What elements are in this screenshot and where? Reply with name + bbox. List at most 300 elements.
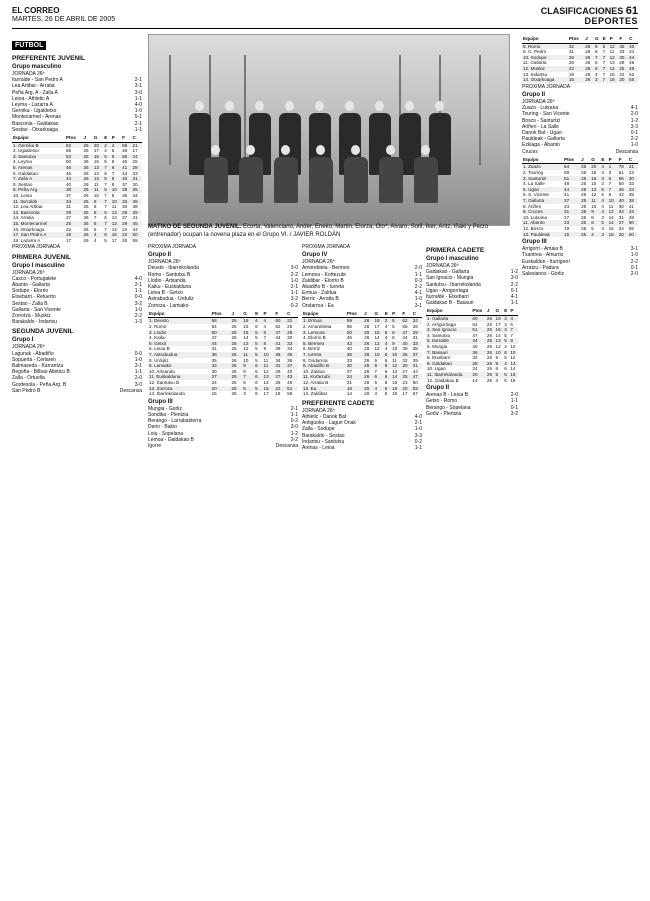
match-teams: Sondika - Plentzia — [148, 411, 189, 418]
stat-cell: 30 — [618, 55, 628, 61]
stat-cell: 40 — [401, 341, 411, 347]
stat-cell: 34 — [275, 357, 281, 363]
stat-cell: 50 — [346, 330, 363, 336]
stat-cell: 1 — [608, 164, 618, 170]
stat-cell: 69 — [121, 142, 131, 148]
stat-cell: 5 — [242, 386, 254, 392]
match-score: 1-1 — [510, 300, 518, 307]
team-photo — [148, 34, 510, 226]
stat-cell: 5 — [255, 357, 258, 363]
match-teams: Casco - Portugalete — [12, 275, 57, 282]
result-row — [302, 445, 422, 451]
table-row — [426, 327, 518, 333]
stat-cell: 6 — [384, 374, 391, 380]
match-score: 2-1 — [290, 284, 298, 291]
stat-cell: 5 — [600, 220, 607, 226]
match-teams: Deusto - Ibarrekolanda — [148, 265, 199, 272]
stat-cell: 5 — [111, 154, 121, 160]
stat-cell: 16 — [509, 372, 518, 378]
stat-cell: 4 — [590, 232, 600, 238]
stat-cell: 23 — [563, 220, 580, 226]
match-score: 4-0 — [414, 413, 422, 420]
stat-cell: 5 — [103, 176, 110, 182]
stat-cell: 50 — [211, 330, 231, 336]
match-score: 4-1 — [510, 294, 518, 301]
stat-cell: 26 — [585, 49, 591, 55]
player-figure — [239, 157, 263, 203]
stat-cell: 12 — [243, 346, 249, 352]
stat-cell: 13 — [263, 374, 275, 380]
stat-cell: 26 — [83, 170, 89, 176]
stat-cell: 26 — [363, 330, 373, 336]
match-score: 2-2 — [630, 136, 638, 143]
column-header: Ptos — [471, 307, 486, 315]
stat-cell: 57 — [412, 391, 418, 397]
stat-cell: 3 — [503, 316, 509, 322]
stat-cell: 37 — [122, 181, 128, 187]
stat-cell: 54 — [211, 324, 217, 330]
match-teams: Iturralde - San Pedro A — [12, 77, 63, 84]
stat-cell: 41 — [629, 49, 635, 55]
stat-cell: 24 — [122, 226, 128, 232]
column-header: C — [412, 310, 422, 318]
stat-cell: 7 — [602, 71, 606, 77]
stat-cell: 3 — [600, 176, 607, 182]
stat-cell: 15 — [563, 232, 580, 238]
stat-cell: 45 — [132, 221, 142, 227]
column-header: J — [584, 35, 594, 43]
league-title: PRIMERA JUVENIL — [12, 253, 71, 261]
stat-cell: 8 — [93, 204, 97, 210]
column-header: Equipo — [148, 310, 211, 318]
stat-cell: 28 — [471, 361, 486, 367]
team-name: 14. Ibarrekolanda — [149, 391, 185, 397]
stat-cell: 32 — [402, 357, 408, 363]
team-name: 10. Leioa — [13, 192, 32, 198]
stat-cell: 47 — [472, 332, 478, 338]
match-teams: Amorebieta - Bermeo — [302, 265, 350, 272]
table-row — [522, 232, 638, 238]
stat-cell: 36 — [471, 350, 486, 356]
stat-cell: 62 — [65, 142, 83, 148]
stat-cell: 20 — [211, 386, 231, 392]
team-name: 3. Santutxu — [12, 154, 65, 160]
table-header-row — [522, 156, 638, 164]
stat-cell: 26 — [486, 327, 495, 333]
stat-cell: 38 — [402, 346, 408, 352]
stat-cell: 56 — [121, 154, 131, 160]
stat-cell: 25 — [581, 225, 587, 231]
stat-cell: 15 — [373, 330, 383, 336]
stat-cell: 48 — [122, 148, 128, 154]
match-score: 3-0 — [290, 424, 298, 431]
stat-cell: 7 — [594, 55, 602, 61]
match-teams: Euskaldun - Iturrigorri — [522, 258, 570, 265]
match-teams: Lemoa - Galdakao B — [148, 436, 194, 443]
match-score: 3-3 — [414, 432, 422, 439]
match-teams: Abanto - Gallarta — [12, 281, 50, 288]
match-score: 0-1 — [630, 129, 638, 136]
stat-cell: 25 — [581, 181, 587, 187]
issue-date: MARTES, 26 DE ABRIL DE 2005 — [12, 16, 116, 23]
stat-cell: 26 — [363, 341, 373, 347]
stat-cell: 36 — [274, 352, 286, 358]
stat-cell: 6 — [384, 363, 391, 369]
column-5 — [522, 34, 638, 893]
stat-cell: 38 — [132, 204, 138, 210]
stat-cell: 41 — [412, 363, 422, 369]
team-name: 1. Ermua — [302, 318, 346, 324]
stat-cell: 9 — [93, 199, 103, 205]
player-head — [246, 145, 255, 155]
stat-cell: 5 — [374, 379, 378, 385]
results-list — [302, 265, 422, 308]
stat-cell: 8 — [591, 214, 594, 220]
stat-cell: 8 — [608, 192, 612, 198]
match-score: 2-0 — [414, 265, 422, 272]
match-score: 2-2 — [510, 281, 518, 288]
stat-cell: 8 — [373, 363, 383, 369]
match-teams: Berango - Larrabasterra — [148, 418, 202, 425]
stat-cell: 28 — [619, 60, 625, 66]
match-teams: Berango - Sopelana — [426, 404, 471, 411]
stat-cell: 10 — [111, 199, 121, 205]
stat-cell: 33 — [286, 341, 298, 347]
stat-cell: 33 — [132, 170, 138, 176]
match-score: 1-0 — [134, 108, 142, 115]
stat-cell: 26 — [230, 352, 242, 358]
team-name: 7. Iurreta — [302, 352, 346, 358]
stat-cell: 26 — [231, 324, 237, 330]
match-teams: Berriz - Arratia B — [302, 296, 339, 303]
match-score: 4-1 — [414, 290, 422, 297]
results-list — [522, 105, 638, 155]
stat-cell: 13 — [373, 341, 383, 347]
stat-cell: 46 — [629, 60, 635, 66]
match-score: 3-2 — [510, 410, 518, 417]
stat-cell: 33 — [412, 341, 422, 347]
stat-cell: 6 — [384, 368, 388, 374]
stat-cell: 6 — [104, 215, 107, 221]
team-name: 11. Abanto — [522, 220, 563, 226]
standings-table — [426, 307, 518, 383]
team-name: 14. Zaldibar — [303, 391, 328, 397]
group-title: Grupo II — [426, 385, 449, 392]
stat-cell: 32 — [568, 43, 584, 49]
stat-cell: 5 — [255, 335, 258, 341]
stat-cell: 4 — [601, 225, 604, 231]
stat-cell: 7 — [103, 221, 110, 227]
stat-cell: 7 — [104, 192, 107, 198]
column-header: Ptos — [211, 310, 231, 318]
stat-cell: 7 — [602, 60, 606, 66]
stat-cell: 8 — [243, 368, 246, 374]
stat-cell: 25 — [581, 192, 587, 198]
stat-cell: 55 — [65, 148, 72, 154]
match-score: 0-0 — [134, 350, 142, 357]
stat-cell: 6 — [391, 330, 401, 336]
stat-cell: 6 — [111, 165, 121, 171]
result-row — [426, 300, 518, 306]
stat-cell: 5 — [594, 66, 602, 72]
stat-cell: 18 — [275, 391, 281, 397]
match-teams: Zaldibar - Elorrio B — [302, 277, 344, 284]
stat-cell: 22 — [286, 318, 298, 324]
stat-cell: 26 — [486, 366, 493, 372]
match-score: 3-0 — [290, 265, 298, 272]
stat-cell: 2 — [384, 318, 391, 324]
stat-cell: 9 — [391, 341, 401, 347]
standings-table — [302, 310, 422, 397]
stat-cell: 54 — [472, 321, 478, 327]
stat-cell: 12 — [495, 343, 501, 349]
stat-cell: 26 — [230, 386, 242, 392]
stat-cell: 48 — [564, 181, 570, 187]
stat-cell: 20 — [618, 77, 628, 83]
stat-cell: 15 — [211, 391, 217, 397]
stat-cell: 8 — [111, 176, 121, 182]
stat-cell: 19 — [373, 318, 383, 324]
match-score: 1-0 — [414, 296, 422, 303]
stat-cell: 10 — [243, 357, 249, 363]
match-teams: Kaiku - Euskalduna — [148, 284, 192, 291]
column-header: P — [509, 307, 518, 315]
stat-cell: 26 — [486, 355, 493, 361]
column-header: Equipo — [302, 310, 346, 318]
match-score: 1-1 — [134, 126, 142, 133]
stat-cell: 13 — [242, 341, 254, 347]
player-head — [225, 101, 234, 111]
stat-cell: 25 — [581, 203, 587, 209]
stat-cell: 9 — [594, 43, 602, 49]
team-name: 2. Arrigorriaga — [427, 321, 456, 327]
stat-cell: 26 — [82, 210, 92, 216]
next-round-label: PRÓXIMA JORNADA — [522, 83, 571, 90]
stat-cell: 8 — [263, 341, 275, 347]
team-name: 4. Elorrio B — [303, 335, 326, 341]
group-title: Grupo II — [148, 252, 171, 259]
match-teams: Basconia - Galdakao — [12, 120, 59, 127]
table-header-row — [302, 310, 422, 318]
stat-cell: 26 — [585, 60, 591, 66]
player-figure — [274, 157, 298, 203]
stat-cell: 12 — [510, 355, 516, 361]
stat-cell: 34 — [287, 346, 293, 352]
stat-cell: 26 — [83, 204, 89, 210]
team-name: 16. Otxarkoaga — [13, 226, 45, 232]
stat-cell: 25 — [287, 324, 293, 330]
stat-cell: 5 — [602, 43, 609, 49]
stat-cell: 55 — [346, 324, 352, 330]
result-row — [148, 443, 298, 449]
results-list — [148, 265, 298, 308]
stat-cell: 26 — [584, 77, 594, 83]
match-teams: Etxebarri - Retuerto — [12, 294, 56, 301]
stat-cell: 6 — [255, 379, 258, 385]
stat-cell: 4 — [254, 318, 262, 324]
match-score: Descansa — [119, 387, 142, 394]
paper-name: EL CORREO — [12, 6, 60, 15]
match-score: 0-1 — [510, 287, 518, 294]
stat-cell: 35 — [628, 192, 634, 198]
stat-cell: 22 — [121, 232, 131, 238]
stat-cell: 26 — [364, 391, 370, 397]
stat-cell: 3 — [504, 321, 507, 327]
stat-cell: 9 — [495, 355, 499, 361]
stat-cell: 19 — [568, 71, 574, 77]
table-row — [302, 391, 422, 397]
stat-cell: 38 — [65, 187, 83, 193]
stat-cell: 18 — [392, 391, 398, 397]
column-header: Ptos — [563, 156, 580, 164]
column-header: F — [121, 134, 131, 142]
player-head — [375, 101, 384, 111]
stat-cell: 5 — [504, 355, 507, 361]
team-name: 9. Peña Arg. — [12, 187, 65, 193]
stat-cell: 26 — [486, 321, 493, 327]
stat-cell: 12 — [609, 55, 619, 61]
column-header: E — [103, 134, 110, 142]
stat-cell: 25 — [580, 232, 590, 238]
match-teams: Galdakao B - Basauri — [426, 300, 474, 307]
stat-cell: 8 — [93, 210, 103, 216]
stat-cell: 14 — [346, 391, 352, 397]
stat-cell: 5 — [103, 154, 110, 160]
stat-cell: 26 — [231, 335, 237, 341]
stat-cell: 13 — [111, 210, 121, 216]
stat-cell: 24 — [211, 379, 217, 385]
stat-cell: 6 — [93, 221, 103, 227]
stat-cell: 11 — [242, 352, 254, 358]
player-head — [281, 145, 290, 155]
team-name: 7. Basauri — [426, 350, 471, 356]
stat-cell: 7 — [104, 226, 107, 232]
stat-cell: 20 — [122, 237, 128, 243]
match-teams: Igorre — [148, 442, 162, 449]
stat-cell: 58 — [564, 169, 570, 175]
team-name: 11. Ibarrekolanda — [426, 372, 471, 378]
match-score: 1-1 — [290, 411, 298, 418]
jornada-label: JORNADA 26ª — [12, 269, 45, 276]
column-header: C — [132, 134, 142, 142]
stat-cell: 16 — [495, 327, 504, 333]
team-name: 10. Ugao — [427, 366, 446, 372]
player-head — [255, 101, 264, 111]
stat-cell: 4 — [93, 237, 97, 243]
team-name: 6. Galdakao — [13, 170, 38, 176]
stat-cell: 48 — [628, 214, 634, 220]
stat-cell: 5 — [103, 187, 110, 193]
stat-cell: 35 — [412, 346, 418, 352]
team-name: 11. Kortezubi — [302, 374, 346, 380]
league-title: SEGUNDA JUVENIL — [12, 328, 74, 336]
stat-cell: 47 — [412, 374, 422, 380]
stat-cell: 27 — [211, 374, 231, 380]
stat-cell: 3 — [608, 169, 612, 175]
stat-cell: 28 — [568, 55, 584, 61]
stat-cell: 41 — [132, 215, 138, 221]
match-score: 2-1 — [134, 77, 142, 84]
team-name: 2. Touring — [523, 169, 544, 175]
team-name: 13. Ea — [302, 386, 346, 392]
stat-cell: 5 — [591, 225, 594, 231]
stat-cell: 42 — [618, 192, 624, 198]
stat-cell: 26 — [231, 357, 237, 363]
team-name: 9. Lamiako — [148, 363, 211, 369]
stat-cell: 50 — [132, 232, 142, 238]
player-figure — [344, 157, 368, 203]
stat-cell: 4 — [384, 346, 388, 352]
photo-caption — [148, 224, 508, 240]
stat-cell: 3 — [495, 377, 499, 383]
stat-cell: 22 — [65, 226, 72, 232]
result-row — [12, 388, 142, 394]
stat-cell: 25 — [580, 198, 590, 204]
match-teams: Gorliz - Plentzia — [426, 410, 462, 417]
stat-cell: 4 — [373, 386, 383, 392]
stat-cell: 5 — [392, 324, 395, 330]
column-header: Equipo — [426, 307, 471, 315]
stat-cell: 25 — [580, 209, 590, 215]
match-teams: Zalla - Sodupe — [302, 426, 335, 433]
jornada-label: JORNADA 26ª — [148, 259, 181, 266]
match-teams: Zorrotza - Muskiz — [12, 312, 51, 319]
stat-cell: 6 — [384, 379, 388, 385]
team-name: 13. Zorroza — [148, 386, 211, 392]
stat-cell: 26 — [83, 148, 89, 154]
masthead — [12, 6, 115, 24]
group-title: Grupo II — [522, 91, 545, 98]
stat-cell: 4 — [93, 232, 103, 238]
stat-cell: 4 — [504, 343, 507, 349]
stat-cell: 7 — [608, 187, 618, 193]
column-header: P — [263, 310, 275, 318]
stat-cell: 26 — [363, 352, 373, 358]
stat-cell: 4 — [263, 318, 275, 324]
results-list — [522, 246, 638, 277]
match-score: Descansa — [615, 148, 638, 155]
stat-cell: 26 — [82, 199, 92, 205]
stat-cell: 4 — [600, 209, 607, 215]
stat-cell: 53 — [65, 154, 83, 160]
stat-cell: 4 — [595, 71, 598, 77]
player-head — [195, 101, 204, 111]
stat-cell: 4 — [600, 198, 607, 204]
team-name: 2. Ugaldetxo — [13, 148, 39, 154]
stat-cell: 21 — [132, 142, 142, 148]
match-score: 1-0 — [134, 356, 142, 363]
stat-cell: 12 — [608, 209, 618, 215]
stat-cell: 36 — [618, 203, 624, 209]
match-score: 1-1 — [510, 398, 518, 405]
stat-cell: 26 — [82, 187, 92, 193]
stat-cell: 11 — [93, 187, 103, 193]
stat-cell: 8 — [495, 361, 504, 367]
stat-cell: 5 — [255, 346, 258, 352]
stat-cell: 58 — [211, 318, 231, 324]
match-teams: Ermua - Zaldua — [302, 290, 337, 297]
stat-cell: 16 — [93, 154, 103, 160]
column-header: Equipo — [12, 134, 65, 142]
stat-cell: 16 — [391, 386, 401, 392]
stat-cell: 31 — [65, 204, 72, 210]
stat-cell: 40 — [287, 368, 293, 374]
stat-cell: 26 — [585, 71, 591, 77]
team-name: 8. Romo — [522, 43, 568, 49]
stat-cell: 44 — [132, 226, 138, 232]
match-teams: Bosco - Santurtzi — [522, 117, 561, 124]
stat-cell: 25 — [580, 187, 590, 193]
